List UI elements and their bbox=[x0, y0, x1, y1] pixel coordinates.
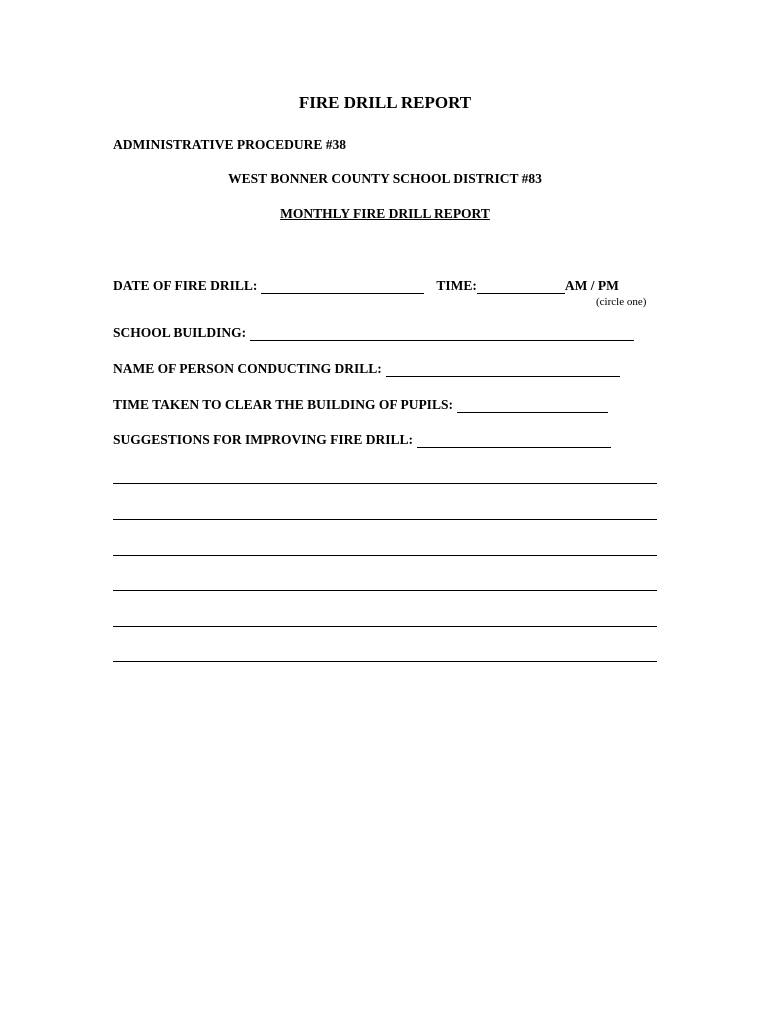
school-building-field[interactable] bbox=[250, 326, 634, 341]
date-time-row bbox=[113, 278, 619, 294]
time-to-clear-row bbox=[113, 397, 608, 413]
person-conducting-field[interactable] bbox=[386, 362, 620, 377]
suggestions-field[interactable] bbox=[417, 433, 611, 448]
page-title: FIRE DRILL REPORT bbox=[298, 93, 472, 112]
suggestions-line[interactable] bbox=[113, 555, 657, 556]
time-field[interactable] bbox=[477, 279, 565, 294]
time-to-clear-field[interactable] bbox=[457, 398, 608, 413]
suggestions-line[interactable] bbox=[113, 590, 657, 591]
suggestions-row bbox=[113, 432, 611, 448]
person-conducting-row bbox=[113, 361, 620, 377]
date-field[interactable] bbox=[261, 279, 424, 294]
suggestions-line[interactable] bbox=[113, 626, 657, 627]
suggestions-label: SUGGESTIONS FOR IMPROVING FIRE DRILL: bbox=[113, 432, 414, 447]
time-label: TIME: bbox=[436, 278, 477, 293]
school-building-row bbox=[113, 325, 634, 341]
suggestions-line[interactable] bbox=[113, 661, 657, 662]
report-subtitle: MONTHLY FIRE DRILL REPORT bbox=[280, 206, 490, 221]
time-to-clear-label: TIME TAKEN TO CLEAR THE BUILDING OF PUPILS: bbox=[113, 397, 453, 412]
suggestions-line[interactable] bbox=[113, 483, 657, 484]
person-conducting-label: NAME OF PERSON CONDUCTING DRILL: bbox=[113, 361, 382, 376]
circle-one-note: (circle one) bbox=[596, 296, 647, 308]
am-pm-choice[interactable]: AM / PM bbox=[564, 278, 619, 293]
suggestions-line[interactable] bbox=[113, 519, 657, 520]
school-building-label: SCHOOL BUILDING: bbox=[113, 325, 247, 340]
procedure-heading: ADMINISTRATIVE PROCEDURE #38 bbox=[113, 137, 347, 152]
district-heading: WEST BONNER COUNTY SCHOOL DISTRICT #83 bbox=[228, 171, 542, 186]
date-label: DATE OF FIRE DRILL: bbox=[113, 278, 258, 293]
